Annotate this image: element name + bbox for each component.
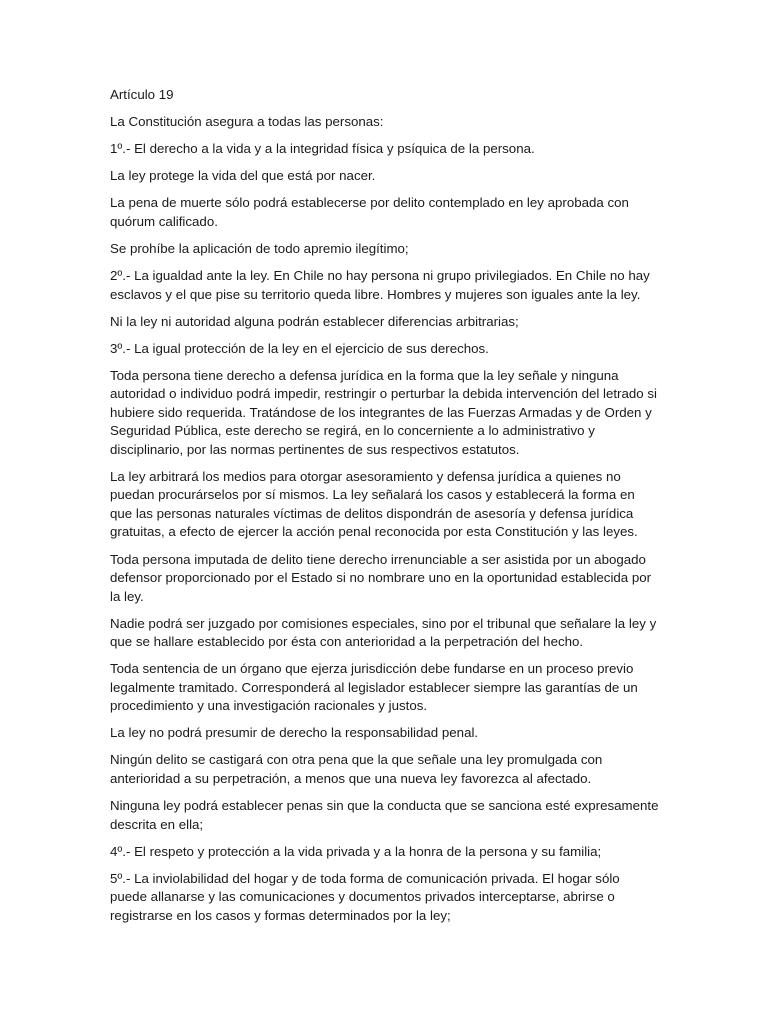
- paragraph: La ley arbitrará los medios para otorgar asesoramiento y defensa jurídica a quienes no puedan procurárselos por sí mismos. La ley señalará los casos y establecerá la forma en que las personas naturales víctimas de delitos dispondrán de asesoría y defensa jurídica gratuitas, a efecto de ejercer la acción penal reconocida por esta Constitución y las leyes.: [110, 468, 638, 540]
- paragraph-item-5: 5º.- La inviolabilidad del hogar y de toda forma de comunicación privada. El hogar sólo puede allanarse y las comunicaciones y documentos privados interceptarse, abrirse o registrarse en los casos y formas determinados por la ley;: [110, 870, 620, 923]
- paragraph-item-4: 4º.- El respeto y protección a la vida privada y a la honra de la persona y su familia;: [110, 843, 602, 859]
- paragraph: Ningún delito se castigará con otra pena que la que señale una ley promulgada con anterioridad a su perpetración, a menos que una nueva ley favorezca al afectado.: [110, 752, 603, 786]
- paragraph: Ninguna ley podrá establecer penas sin que la conducta que se sanciona esté expresamente descrita en ella;: [110, 798, 659, 832]
- article-heading: Artículo 19: [110, 87, 174, 102]
- paragraph-intro: La Constitución asegura a todas las personas:: [110, 114, 384, 130]
- paragraph: La ley protege la vida del que está por nacer.: [110, 168, 376, 184]
- paragraph: Toda persona tiene derecho a defensa jurídica en la forma que la ley señale y ninguna autoridad o individuo podrá impedir, restringir o perturbar la debida intervención del letrado si hubiere sido requerida. Tratándose de los integrantes de las Fuerzas Armadas y de Orden y Seguridad Pública, este derecho se regirá, en lo concerniente a lo administrativo y disciplinario, por las normas pertinentes de sus respectivos estatutos.: [110, 367, 657, 457]
- paragraph-item-1: 1º.- El derecho a la vida y a la integridad física y psíquica de la persona.: [110, 141, 535, 157]
- paragraph: La pena de muerte sólo podrá establecerse por delito contemplado en ley aprobada con quórum calificado.: [110, 195, 629, 229]
- paragraph: Se prohíbe la aplicación de todo apremio ilegítimo;: [110, 240, 409, 256]
- document-body: [110, 86, 660, 934]
- paragraph-item-2: 2º.- La igualdad ante la ley. En Chile no hay persona ni grupo privilegiados. En Chile no hay esclavos y el que pise su territorio queda libre. Hombres y mujeres son iguales ante la ley.: [110, 268, 650, 302]
- paragraph: Toda persona imputada de delito tiene derecho irrenunciable a ser asistida por un abogado defensor proporcionado por el Estado si no nombrare uno en la oportunidad establecida por la ley.: [110, 551, 652, 604]
- paragraph: Toda sentencia de un órgano que ejerza jurisdicción debe fundarse en un proceso previo legalmente tramitado. Corresponderá al legislador establecer siempre las garantías de un procedimiento y una investigación racionales y justos.: [110, 661, 638, 714]
- paragraph: La ley no podrá presumir de derecho la responsabilidad penal.: [110, 725, 479, 741]
- paragraph: Nadie podrá ser juzgado por comisiones especiales, sino por el tribunal que señalare la ley y que se hallare establecido por ésta con anterioridad a la perpetración del hecho.: [110, 615, 657, 650]
- paragraph: Ni la ley ni autoridad alguna podrán establecer diferencias arbitrarias;: [110, 313, 519, 329]
- paragraph-item-3: 3º.- La igual protección de la ley en el ejercicio de sus derechos.: [110, 340, 489, 356]
